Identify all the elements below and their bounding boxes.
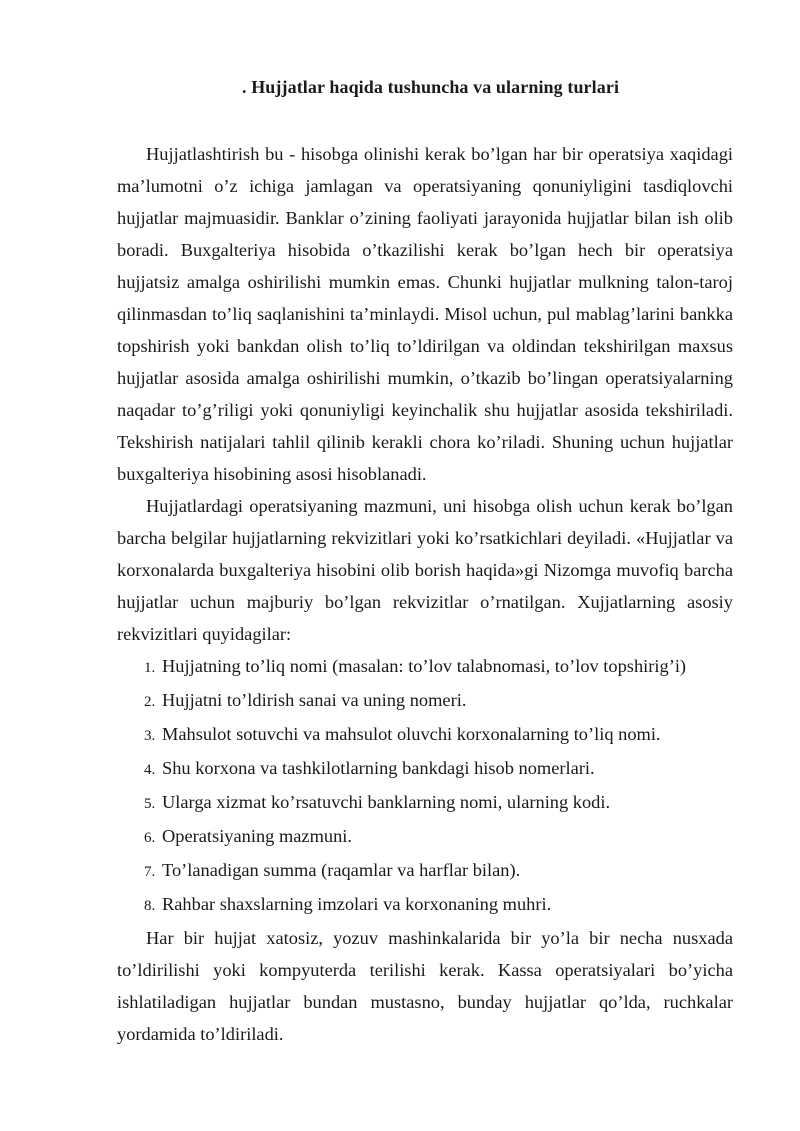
list-item-text: Shu korxona va tashkilotlarning bankdagi hisob nomerlari. <box>162 758 595 778</box>
list-item-number: 1. <box>144 660 156 676</box>
list-item-text: Rahbar shaxslarning imzolari va korxonaning muhri. <box>162 894 552 914</box>
list-item-number: 4. <box>144 762 156 778</box>
list-item-number: 5. <box>144 796 156 812</box>
list-item-number: 2. <box>144 694 156 710</box>
paragraph-filling-rules: Har bir hujjat xatosiz, yozuv mashinkalarida bir yo’la bir necha nusxada to’ldirilishi yoki kompyuterda terilishi kerak. Kassa operatsiyalari bo’yicha ishlatiladigan hujjatlar bundan mustasno, bunday hujjatlar qo’lda, ruchkalar yordamida to’ldiriladi. <box>117 928 733 1044</box>
list-item-text: Mahsulot sotuvchi va mahsulot oluvchi korxonalarning to’liq nomi. <box>162 724 661 744</box>
list-item <box>117 854 733 888</box>
requisites-list <box>117 650 733 922</box>
list-item <box>117 786 733 820</box>
list-item <box>117 684 733 718</box>
document-title: . Hujjatlar haqida tushuncha va ularning turlari <box>242 77 620 97</box>
paragraph-documentation: Hujjatlashtirish bu - hisobga olinishi kerak bo’lgan har bir operatsiya xaqidagi ma’lumotni o’z ichiga jamlagan va operatsiyaning qonuniyligini tasdiqlovchi hujjatlar majmuasidir. Banklar o’zining faoliyati jarayonida hujjatlar bilan ish olib boradi. Buxgalteriya hisobida o’tkazilishi kerak bo’lgan hech bir operatsiya hujjatsiz amalga oshirilishi mumkin emas. Chunki hujjatlar mulkning talon-taroj qilinmasdan to’liq saqlanishini ta’minlaydi. Misol uchun, pul mablag’larini bankka topshirish yoki bankdan olish to’liq to’ldirilgan va oldindan tekshirilgan maxsus hujjatlar asosida amalga oshirilishi mumkin, o’tkazib bo’lingan operatsiyalarning naqadar to’g’riligi yoki qonuniyligi keyinchalik shu hujjatlar asosida tekshiriladi. Tekshirish natijalari tahlil qilinib kerakli chora ko’riladi. Shuning uchun hujjatlar buxgalteriya hisobining asosi hisoblanadi. <box>117 144 733 484</box>
list-item-text: Hujjatni to’ldirish sanai va uning nomeri. <box>162 690 467 710</box>
list-item-text: Hujjatning to’liq nomi (masalan: to’lov talabnomasi, to’lov topshirig’i) <box>162 656 687 676</box>
paragraph-requisites: Hujjatlardagi operatsiyaning mazmuni, uni hisobga olish uchun kerak bo’lgan barcha belgilar hujjatlarning rekvizitlari yoki ko’rsatkichlari deyiladi. «Hujjatlar va korxonalarda buxgalteriya hisobini olib borish haqida»gi Nizomga muvofiq barcha hujjatlar uchun majburiy bo’lgan rekvizitlar o’rnatilgan. Xujjatlarning asosiy rekvizitlari quyidagilar: <box>117 496 733 644</box>
list-item-number: 3. <box>144 728 156 744</box>
list-item-text: Ularga xizmat ko’rsatuvchi banklarning nomi, ularning kodi. <box>162 792 611 812</box>
list-item <box>117 718 733 752</box>
list-item <box>117 752 733 786</box>
list-item <box>117 888 733 922</box>
list-item <box>117 820 733 854</box>
list-item-number: 6. <box>144 830 156 846</box>
list-item-text: Operatsiyaning mazmuni. <box>162 826 352 846</box>
list-item-text: To’lanadigan summa (raqamlar va harflar bilan). <box>162 860 521 880</box>
list-item-number: 7. <box>144 864 156 880</box>
list-item <box>117 650 733 684</box>
list-item-number: 8. <box>144 898 156 914</box>
